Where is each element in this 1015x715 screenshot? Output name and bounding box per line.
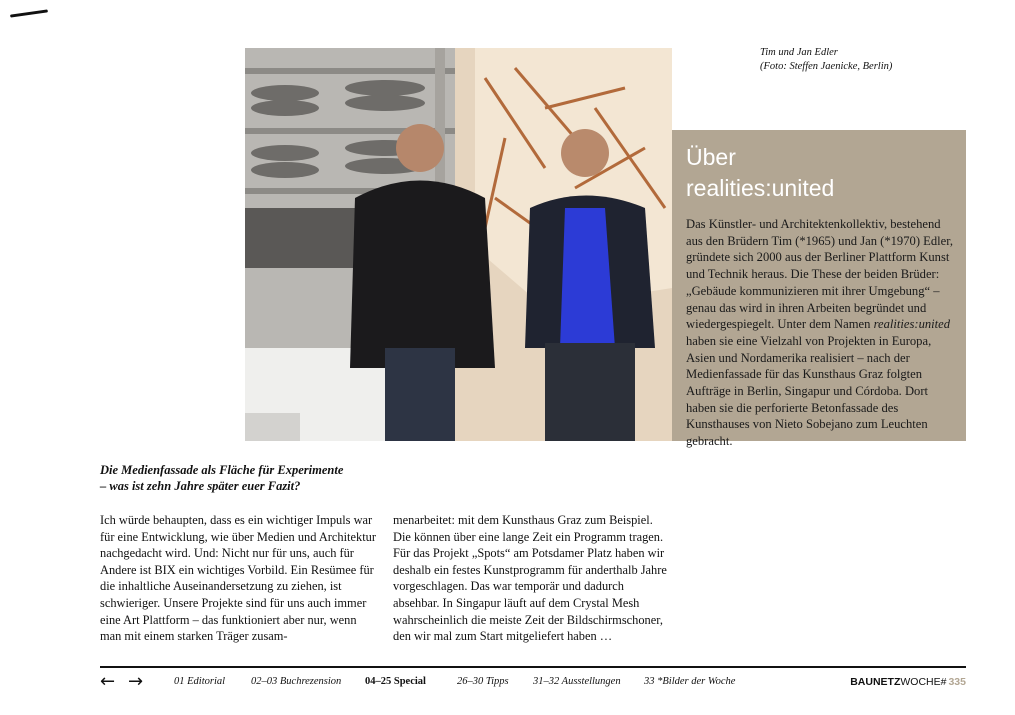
about-text-part: Das Künstler- und Architektenkollektiv, bestehend aus den Brüdern Tim (*1965) und Jan (*1970) Edler, gründete sich 2000 aus der Berliner Plattform Kunst und Technik heraus. Die These der beiden Brüder: „Gebäude kommunizieren mit ihrer Umgebung“ – genau das wird in ihren Arbeiten begründet und wiedergespiegelt. Unter dem Namen [686,217,954,332]
answer-column-1: Ich würde behaupten, dass es ein wichtiger Impuls war für eine Entwicklung, wie über Medien und Architektur nachgedacht wird. Und: Nicht nur für uns, auch für Andere ist BIX ein wichtiges Vorbild. Ein Resümee für die inhaltliche Auseinandersetzung zu ziehen, ist schwieriger. Unsere Projekte sind für uns auch immer eine Art Plattform – das funktioniert aber nur, wenn man mit einem starken Träger zusam- [100,513,376,644]
about-title [686,142,954,204]
question-line: – was ist zehn Jahre später euer Fazit? [100,479,301,493]
about-text [686,216,954,450]
portrait-photo [245,48,672,441]
nav-link-editorial[interactable]: 01 Editorial [174,676,226,687]
next-page-arrow-icon[interactable]: → [128,671,144,692]
publication-brand [850,676,966,688]
about-text-part: haben sie eine Vielzahl von Projekten in Europa, Asien und Nordamerika realisiert – nach der Medienfassade für das Kunsthaus Graz folgten Aufträge in Berlin, Singapur und Córdoba. Dort haben sie die perforierte Betonfassade des Kunsthauses von Nieto Sobejano zum Leuchten gebracht. [686,333,932,449]
footer-nav [100,671,966,692]
about-title-line: Über [686,144,736,170]
photo-caption [760,46,892,74]
nav-link-tipps[interactable]: 26–30 Tipps [457,676,509,687]
previous-page-arrow-icon[interactable]: ← [100,671,116,692]
about-title-line: realities:united [686,175,835,201]
question-line: Die Medienfassade als Fläche für Experimente [100,463,344,477]
caption-line: Tim und Jan Edler [760,47,838,58]
page-number: 335 [948,676,966,688]
brand-mark: # [940,676,947,688]
brand-name-bold: BAUNETZ [850,676,901,688]
corner-pen-mark [10,9,48,17]
nav-link-buchrezension[interactable]: 02–03 Buchrezension [251,676,342,687]
nav-link-ausstellungen[interactable]: 31–32 Ausstellungen [533,676,621,687]
answer-column-2: menarbeitet: mit dem Kunsthaus Graz zum Beispiel. Die können über eine lange Zeit ein Programm tragen. Für das Projekt „Spots“ am Potsdamer Platz haben wir deshalb ein festes Kunstprogramm für anderthalb Jahre vorgeschlagen. Das war temporär und dadurch absehbar. In Singapur läuft auf dem Crystal Mesh wahrscheinlich die meiste Zeit der Bildschirmschoner, den wir mal zum Start mitgeliefert haben … [393,513,667,644]
interview-question [100,462,343,494]
about-text-em: realities:united [873,317,951,332]
brand-name-rest: WOCHE [900,676,941,688]
nav-link-special[interactable]: 04–25 Special [365,676,426,687]
caption-line: (Foto: Steffen Jaenicke, Berlin) [760,61,893,72]
nav-link-bilder-der-woche[interactable]: 33 *Bilder der Woche [644,676,736,687]
footer-divider [100,666,966,668]
photo-illustration [245,48,672,441]
about-box [672,130,966,449]
